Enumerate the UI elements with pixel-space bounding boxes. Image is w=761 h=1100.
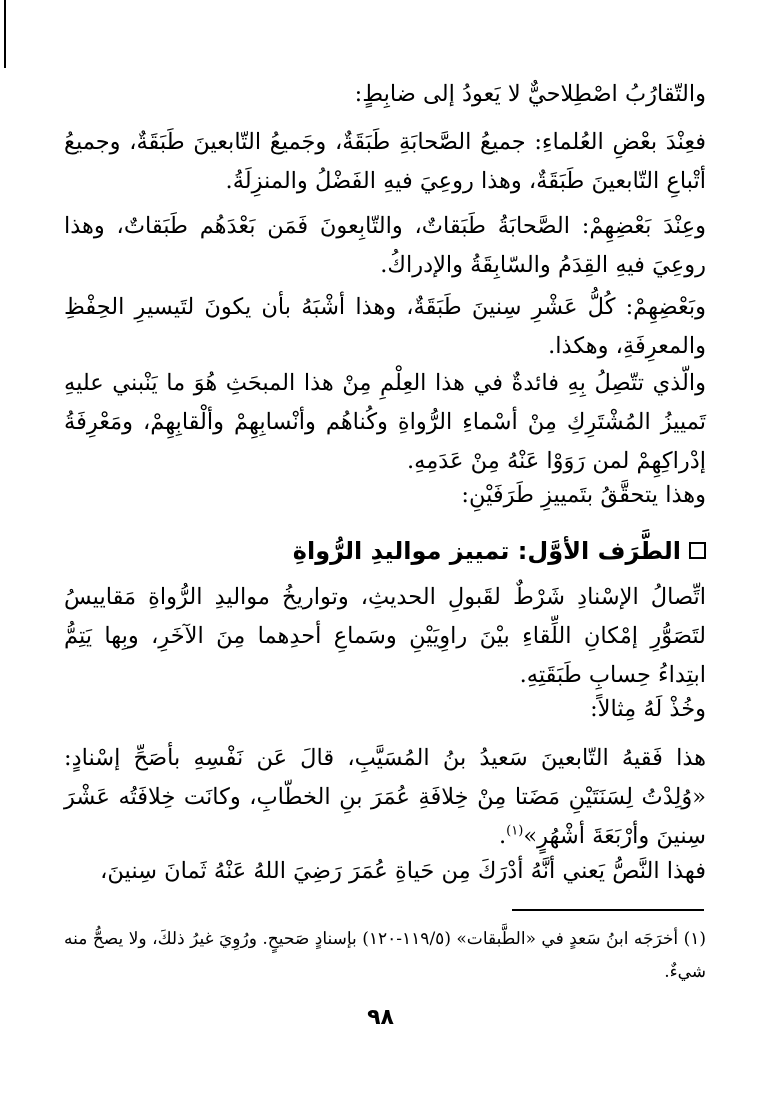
- section-heading: [64, 533, 706, 569]
- paragraph-isnad-continuity: اتِّصالُ الإسْنادِ شَرْطٌ لقَبولِ الحديثِ، وتواريخُ مواليدِ الرُّواةِ مَقاييسُ لتَصَوُّرِ إمْكانِ اللِّقاءِ بيْنَ راوِيَيْنِ وسَماعِ أحدِهما مِنَ الآخَرِ، وبِها يَتِمُّ ابتِداءُ حِسابِ طَبَقَتِهِ.: [64, 584, 707, 688]
- paragraph-two-sides: وهذا يتحقَّقُ بتَمييزِ طَرَفَيْنِ:: [461, 482, 706, 508]
- paragraph-convergence-intro: والتّقارُبُ اصْطِلاحيٌّ لا يَعودُ إلى ضابِطٍ:: [354, 81, 706, 107]
- section-heading-text: الطَّرَف الأوَّل: تمييز مواليدِ الرُّواةِ: [292, 537, 681, 565]
- paragraph-example-intro: وخُذْ لَهُ مِثالاً:: [590, 696, 706, 722]
- said-intro-text: هذا فَقيهُ التّابعينَ سَعيدُ بنُ المُسَيَّبِ، قالَ عَن نَفْسِهِ بأصَحِّ إسْنادٍ:: [64, 745, 706, 771]
- paragraph-scholars-view-1: فعِنْدَ بعْضِ العُلماءِ: جميعُ الصَّحابَةِ طَبَقَةٌ، وجَميعُ التّابعينَ طَبَقَةٌ، وجميعُ أتْباعِ التّابعينَ طَبَقَةٌ، وهذا روعِيَ فيهِ الفَضْلُ والمنزِلَةُ.: [64, 129, 706, 194]
- footnote-separator: [512, 909, 704, 911]
- paragraph-scholars-view-2: وعِنْدَ بَعْضِهِمْ: الصَّحابَةُ طَبَقاتٌ، والتّابِعونَ فَمَن بَعْدَهُم طَبَقاتٌ، وهذا روعِيَ فيهِ القِدَمُ والسّابِقَةُ والإدراكُ.: [64, 213, 706, 278]
- footnote-text: (١) أخرَجَه ابنُ سَعدٍ في «الطَّبقات» (١١٩/٥-١٢٠) بإسنادٍ صَحيحٍ. ورُوِيَ غيرُ ذلكَ، ولا يصحُّ منه شيءٌ.: [64, 929, 706, 982]
- footnote-reference: (١): [506, 823, 524, 839]
- paragraph-scholars-view-3: وبَعْضِهِمْ: كُلُّ عَشْرِ سِنينَ طَبَقَةٌ، وهذا أشْبَهُ بأن يكونَ لتَيسيرِ الحِفْظِ والمعرِفَةِ، وهكذا.: [64, 294, 706, 359]
- paragraph-implication: فهذا النَّصُّ يَعني أنَّهُ أدْرَكَ مِن حَياةِ عُمَرَ رَضِيَ اللهُ عَنْهُ ثَمانَ سِنينَ،: [100, 858, 706, 884]
- page-number: ٩٨: [367, 1005, 394, 1030]
- paragraph-said-ibn-musayyib: هذا فَقيهُ التّابعينَ سَعيدُ بنُ المُسَيَّبِ، قالَ عَن نَفْسِهِ بأصَحِّ إسْنادٍ: «وُلِدْتُ لِسَنَتَيْنِ مَضَتا مِنْ خِلافَةِ عُمَرَ بنِ الخطّابِ، وكانَت خِلافَتُه عَشْرَ سِنينَ وأرْبَعَةَ أشْهُرٍ»$^{(١)}$.: [64, 745, 706, 849]
- paragraph-benefit: والّذي تتّصِلُ بِهِ فائدةٌ في هذا العِلْمِ مِنْ هذا المبحَثِ هُوَ ما يَنْبني عليهِ تَمييزُ المُشْتَرِكِ مِنْ أسْماءِ الرُّواةِ وكُناهُم وأنْسابِهِمْ وألْقابِهِمْ، ومَعْرِفَةُ إدْراكِهِمْ لمن رَوَوْا عَنْهُ مِنْ عَدَمِهِ.: [64, 370, 706, 474]
- page-edge-mark: [4, 0, 6, 68]
- checkbox-square-icon: [689, 542, 706, 559]
- quote-text: «وُلِدْتُ لِسَنَتَيْنِ مَضَتا مِنْ خِلافَةِ عُمَرَ بنِ الخطّابِ، وكانَت خِلافَتُه عَشْرَ سِنينَ وأرْبَعَةَ أشْهُرٍ»: [64, 784, 706, 849]
